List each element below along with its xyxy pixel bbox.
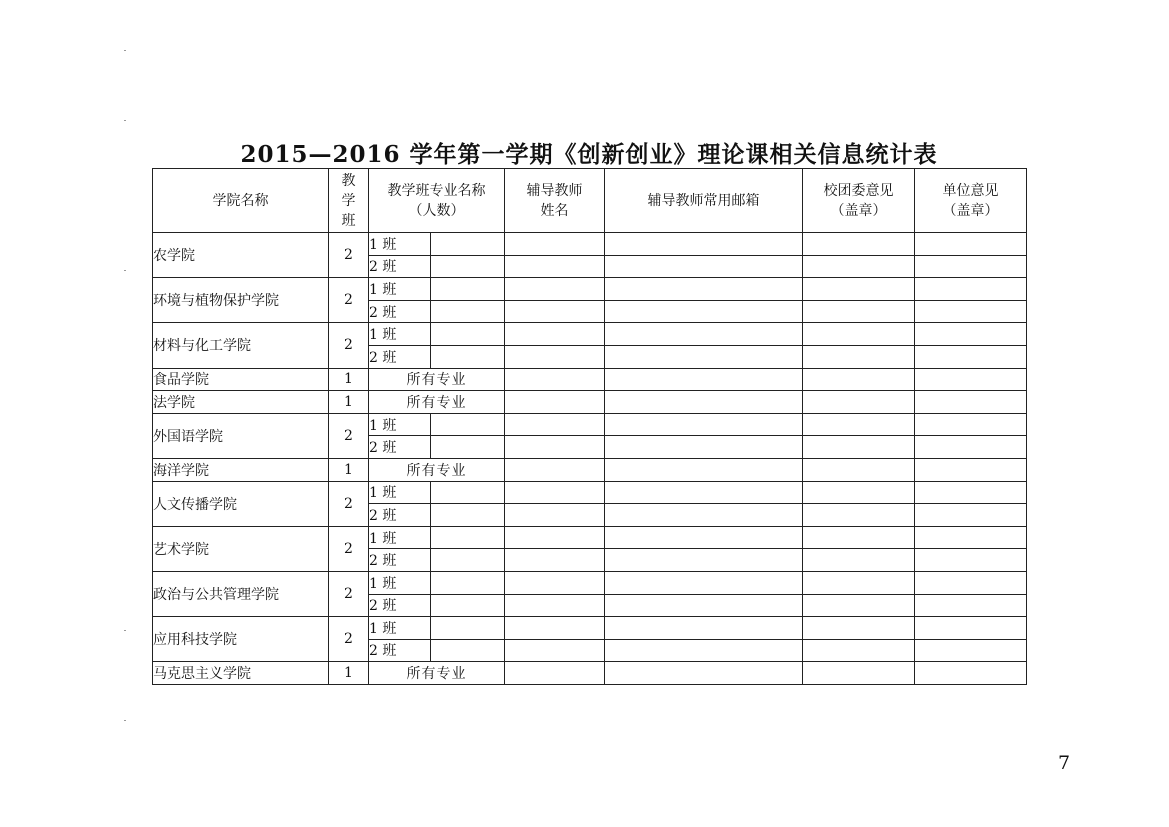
league-opinion-cell[interactable] [803,233,915,256]
college-name: 人文传播学院 [153,481,329,526]
enrollment-cell[interactable] [431,255,505,278]
tutor-name-cell[interactable] [505,436,605,459]
college-name: 外国语学院 [153,413,329,458]
tutor-email-cell[interactable] [605,300,803,323]
league-opinion-cell[interactable] [803,504,915,527]
class-count: 2 [329,233,369,278]
table-row [153,368,1027,391]
header-college: 学院名称 [153,169,329,233]
tutor-name-cell[interactable] [505,639,605,662]
unit-opinion-cell[interactable] [915,391,1027,414]
header-league-opinion [803,169,915,233]
tutor-name-cell[interactable] [505,413,605,436]
league-opinion-cell[interactable] [803,345,915,368]
enrollment-cell[interactable] [431,481,505,504]
scan-mark [124,50,126,51]
class-label: 2 班 [369,504,431,527]
class-label: 1 班 [369,233,431,256]
unit-opinion-cell[interactable] [915,571,1027,594]
class-count: 1 [329,662,369,685]
table-row [153,526,1027,549]
tutor-name-cell[interactable] [505,526,605,549]
tutor-email-cell[interactable] [605,571,803,594]
header-unit-opinion-text: 单位意见（盖章） [942,182,999,219]
class-count: 2 [329,323,369,368]
all-majors-label: 所有专业 [369,458,505,481]
table-row [153,278,1027,301]
tutor-name-cell[interactable] [505,617,605,640]
tutor-email-cell[interactable] [605,413,803,436]
tutor-email-cell[interactable] [605,594,803,617]
tutor-name-cell[interactable] [505,391,605,414]
class-count: 2 [329,413,369,458]
table-row [153,481,1027,504]
league-opinion-cell[interactable] [803,300,915,323]
enrollment-cell[interactable] [431,594,505,617]
tutor-name-cell[interactable] [505,481,605,504]
league-opinion-cell[interactable] [803,278,915,301]
college-name: 艺术学院 [153,526,329,571]
league-opinion-cell[interactable] [803,413,915,436]
unit-opinion-cell[interactable] [915,278,1027,301]
league-opinion-cell[interactable] [803,481,915,504]
unit-opinion-cell[interactable] [915,617,1027,640]
tutor-name-cell[interactable] [505,662,605,685]
league-opinion-cell[interactable] [803,436,915,459]
unit-opinion-cell[interactable] [915,662,1027,685]
class-count: 1 [329,368,369,391]
league-opinion-cell[interactable] [803,617,915,640]
unit-opinion-cell[interactable] [915,255,1027,278]
league-opinion-cell[interactable] [803,662,915,685]
unit-opinion-cell[interactable] [915,300,1027,323]
header-teaching-class-text: 教学班 [341,172,356,229]
table-row [153,323,1027,346]
unit-opinion-cell[interactable] [915,368,1027,391]
tutor-email-cell[interactable] [605,391,803,414]
tutor-email-cell[interactable] [605,526,803,549]
table-row [153,571,1027,594]
enrollment-cell[interactable] [431,413,505,436]
enrollment-cell[interactable] [431,345,505,368]
tutor-email-cell[interactable] [605,617,803,640]
table-row [153,617,1027,640]
class-label: 2 班 [369,594,431,617]
scan-mark [124,120,126,121]
enrollment-cell[interactable] [431,526,505,549]
class-label: 1 班 [369,571,431,594]
header-tutor-name-text: 辅导教师姓名 [526,182,583,219]
class-count: 1 [329,458,369,481]
unit-opinion-cell[interactable] [915,436,1027,459]
enrollment-cell[interactable] [431,233,505,256]
class-label: 2 班 [369,639,431,662]
enrollment-cell[interactable] [431,504,505,527]
enrollment-cell[interactable] [431,436,505,459]
tutor-email-cell[interactable] [605,323,803,346]
tutor-email-cell[interactable] [605,255,803,278]
tutor-name-cell[interactable] [505,594,605,617]
class-count: 2 [329,278,369,323]
tutor-name-cell[interactable] [505,255,605,278]
tutor-name-cell[interactable] [505,345,605,368]
unit-opinion-cell[interactable] [915,323,1027,346]
tutor-name-cell[interactable] [505,368,605,391]
tutor-name-cell[interactable] [505,549,605,572]
class-label: 1 班 [369,617,431,640]
class-label: 1 班 [369,413,431,436]
college-name: 应用科技学院 [153,617,329,662]
class-label: 1 班 [369,481,431,504]
college-name: 马克思主义学院 [153,662,329,685]
unit-opinion-cell[interactable] [915,481,1027,504]
tutor-email-cell[interactable] [605,662,803,685]
tutor-email-cell[interactable] [605,639,803,662]
class-count: 2 [329,481,369,526]
header-teaching-class [329,169,369,233]
unit-opinion-cell[interactable] [915,526,1027,549]
league-opinion-cell[interactable] [803,594,915,617]
tutor-email-cell[interactable] [605,481,803,504]
unit-opinion-cell[interactable] [915,594,1027,617]
enrollment-cell[interactable] [431,300,505,323]
league-opinion-cell[interactable] [803,639,915,662]
scan-mark [124,630,126,631]
header-tutor-name [505,169,605,233]
league-opinion-cell[interactable] [803,323,915,346]
class-count: 2 [329,571,369,616]
table-body [153,233,1027,685]
tutor-email-cell[interactable] [605,345,803,368]
class-label: 2 班 [369,300,431,323]
tutor-email-cell[interactable] [605,504,803,527]
page-number: 7 [1058,752,1071,774]
enrollment-cell[interactable] [431,639,505,662]
enrollment-cell[interactable] [431,549,505,572]
league-opinion-cell[interactable] [803,368,915,391]
statistics-table [152,168,1027,685]
unit-opinion-cell[interactable] [915,639,1027,662]
enrollment-cell[interactable] [431,323,505,346]
enrollment-cell[interactable] [431,278,505,301]
class-count: 2 [329,617,369,662]
all-majors-label: 所有专业 [369,662,505,685]
college-name: 政治与公共管理学院 [153,571,329,616]
league-opinion-cell[interactable] [803,255,915,278]
unit-opinion-cell[interactable] [915,504,1027,527]
class-label: 1 班 [369,323,431,346]
enrollment-cell[interactable] [431,617,505,640]
league-opinion-cell[interactable] [803,571,915,594]
tutor-name-cell[interactable] [505,571,605,594]
header-league-opinion-text: 校团委意见（盖章） [823,182,894,219]
league-opinion-cell[interactable] [803,458,915,481]
class-label: 2 班 [369,345,431,368]
class-count: 1 [329,391,369,414]
college-name: 材料与化工学院 [153,323,329,368]
all-majors-label: 所有专业 [369,368,505,391]
unit-opinion-cell[interactable] [915,233,1027,256]
header-tutor-email: 辅导教师常用邮箱 [605,169,803,233]
document-title: 2015—2016 学年第一学期《创新创业》理论课相关信息统计表 [240,141,938,168]
class-label: 2 班 [369,436,431,459]
tutor-name-cell[interactable] [505,458,605,481]
unit-opinion-cell[interactable] [915,345,1027,368]
table-row [153,458,1027,481]
tutor-email-cell[interactable] [605,368,803,391]
header-unit-opinion [915,169,1027,233]
table-row [153,233,1027,256]
table-header-row [153,169,1027,233]
tutor-email-cell[interactable] [605,549,803,572]
class-count: 2 [329,526,369,571]
league-opinion-cell[interactable] [803,549,915,572]
scan-mark [124,720,126,721]
class-label: 2 班 [369,255,431,278]
tutor-email-cell[interactable] [605,436,803,459]
unit-opinion-cell[interactable] [915,413,1027,436]
college-name: 海洋学院 [153,458,329,481]
table-row [153,413,1027,436]
header-major-count-text: 教学班专业名称（人数） [387,182,486,219]
tutor-email-cell[interactable] [605,278,803,301]
header-major-count [369,169,505,233]
tutor-name-cell[interactable] [505,323,605,346]
college-name: 法学院 [153,391,329,414]
all-majors-label: 所有专业 [369,391,505,414]
class-label: 1 班 [369,278,431,301]
league-opinion-cell[interactable] [803,391,915,414]
tutor-name-cell[interactable] [505,233,605,256]
enrollment-cell[interactable] [431,571,505,594]
scan-mark [124,270,126,271]
unit-opinion-cell[interactable] [915,458,1027,481]
tutor-email-cell[interactable] [605,233,803,256]
table-row [153,391,1027,414]
unit-opinion-cell[interactable] [915,549,1027,572]
class-label: 1 班 [369,526,431,549]
tutor-name-cell[interactable] [505,278,605,301]
tutor-email-cell[interactable] [605,458,803,481]
college-name: 农学院 [153,233,329,278]
college-name: 食品学院 [153,368,329,391]
college-name: 环境与植物保护学院 [153,278,329,323]
class-label: 2 班 [369,549,431,572]
league-opinion-cell[interactable] [803,526,915,549]
tutor-name-cell[interactable] [505,300,605,323]
table-row [153,662,1027,685]
tutor-name-cell[interactable] [505,504,605,527]
